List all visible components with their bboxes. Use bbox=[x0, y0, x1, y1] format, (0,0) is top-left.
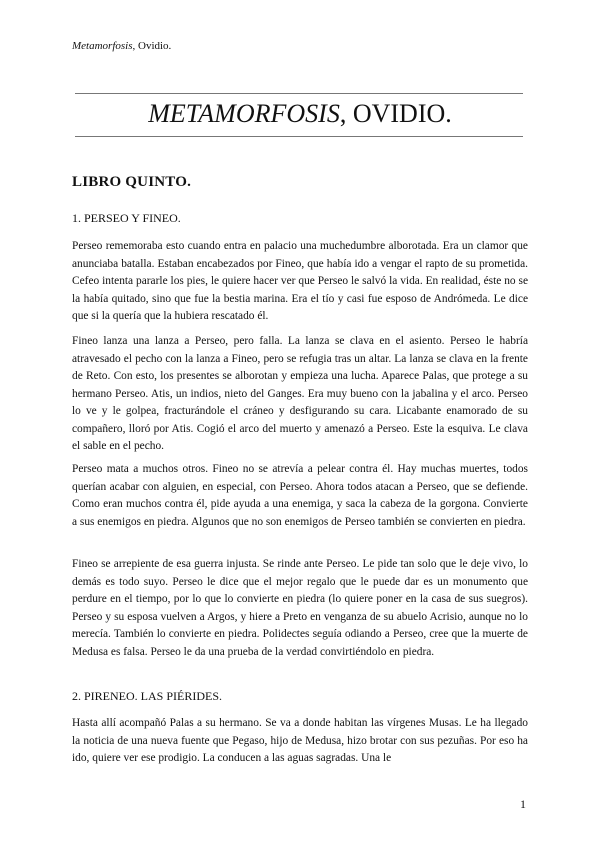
page-title bbox=[0, 97, 600, 131]
paragraph: Fineo lanza una lanza a Perseo, pero falla. La lanza se clava en el asiento. Perseo le habría atravesado el pecho con la lanza a Fineo, pero se refugia tras un altar. La lanza se clava en la frente de Reto. Con esto, los presentes se alborotan y empieza una lucha. Aparece Palas, que protege a su hermano Perseo. Atis, un indios, nieto del Ganges. Era muy bueno con la jabalina y el arco. Perseo lo ve y le golpea, fracturándole el cráneo y desfigurando su cara. Licabante enamorado de su compañero, lloró por Atis. Cogió el arco del muerto y amenazó a Perseo. Este la esquiva. Le clava el sable en el pecho. bbox=[72, 335, 528, 452]
paragraph: Fineo se arrepiente de esa guerra injusta. Se rinde ante Perseo. Le pide tan solo que le deje vivo, lo demás es todo suyo. Perseo le dice que el mejor regalo que le puede dar es un monumento que perdure en el tiempo, por lo que lo convierte en piedra (lo quiere poner en la casa de sus suegros). Perseo y su esposa vuelven a Argos, y hiere a Preto en venganza de su abuelo Acrisio, aunque no lo merecía. También lo convierte en piedra. Polidectes seguía odiando a Perseo, cree que la muerte de Medusa es falsa. Perseo le da una prueba de la verdad convirtiéndolo en piedra. bbox=[72, 558, 528, 658]
paragraph: Perseo mata a muchos otros. Fineo no se atrevía a pelear contra él. Hay muchas muertes, todos querían acabar con alguien, en especial, con Perseo. Ahora todos atacan a Perseo, que se defiende. Como eran muchos contra él, pide ayuda a una enemiga, y saca la cabeza de la gorgona. Convierte a sus enemigos en piedra. Algunos que no son enemigos de Perseo también se convierten en piedra. bbox=[72, 463, 528, 528]
paragraph: Hasta allí acompañó Palas a su hermano. Se va a donde habitan las vírgenes Musas. Le ha llegado la noticia de una nueva fuente que Pegaso, hijo de Medusa, hizo brotar con sus pezuñas. Por eso ha ido, quiere ver ese prodigio. La conducen a las aguas sagradas. Una le bbox=[72, 717, 528, 764]
running-header-author: , Ovidio. bbox=[132, 40, 172, 52]
book-heading: LIBRO QUINTO. bbox=[72, 174, 192, 190]
running-header bbox=[72, 40, 171, 52]
section-heading: 1. PERSEO Y FINEO. bbox=[72, 211, 181, 225]
page-title-work: METAMORFOSIS bbox=[148, 99, 340, 128]
title-bottom-rule bbox=[75, 136, 523, 137]
page-title-author: , OVIDIO. bbox=[339, 99, 452, 128]
running-header-title: Metamorfosis bbox=[72, 40, 133, 52]
section-heading: 2. PIRENEO. LAS PIÉRIDES. bbox=[72, 689, 223, 703]
title-top-rule bbox=[75, 93, 523, 94]
paragraph: Perseo rememoraba esto cuando entra en palacio una muchedumbre alborotada. Era un clamor que anunciaba batalla. Estaban encabezados por Fineo, que había ido a vengar el rapto de su prometida. Cefeo intenta pararle los pies, le quiere hacer ver que Perseo le salvó la vida. En realidad, éste no se la había quitado, sino que fue la bestia marina. Era el tío y casi fue esposo de Andrómeda. Le dice que si la quería que la hubiera rescatado él. bbox=[72, 240, 528, 322]
page-number: 1 bbox=[520, 797, 526, 811]
